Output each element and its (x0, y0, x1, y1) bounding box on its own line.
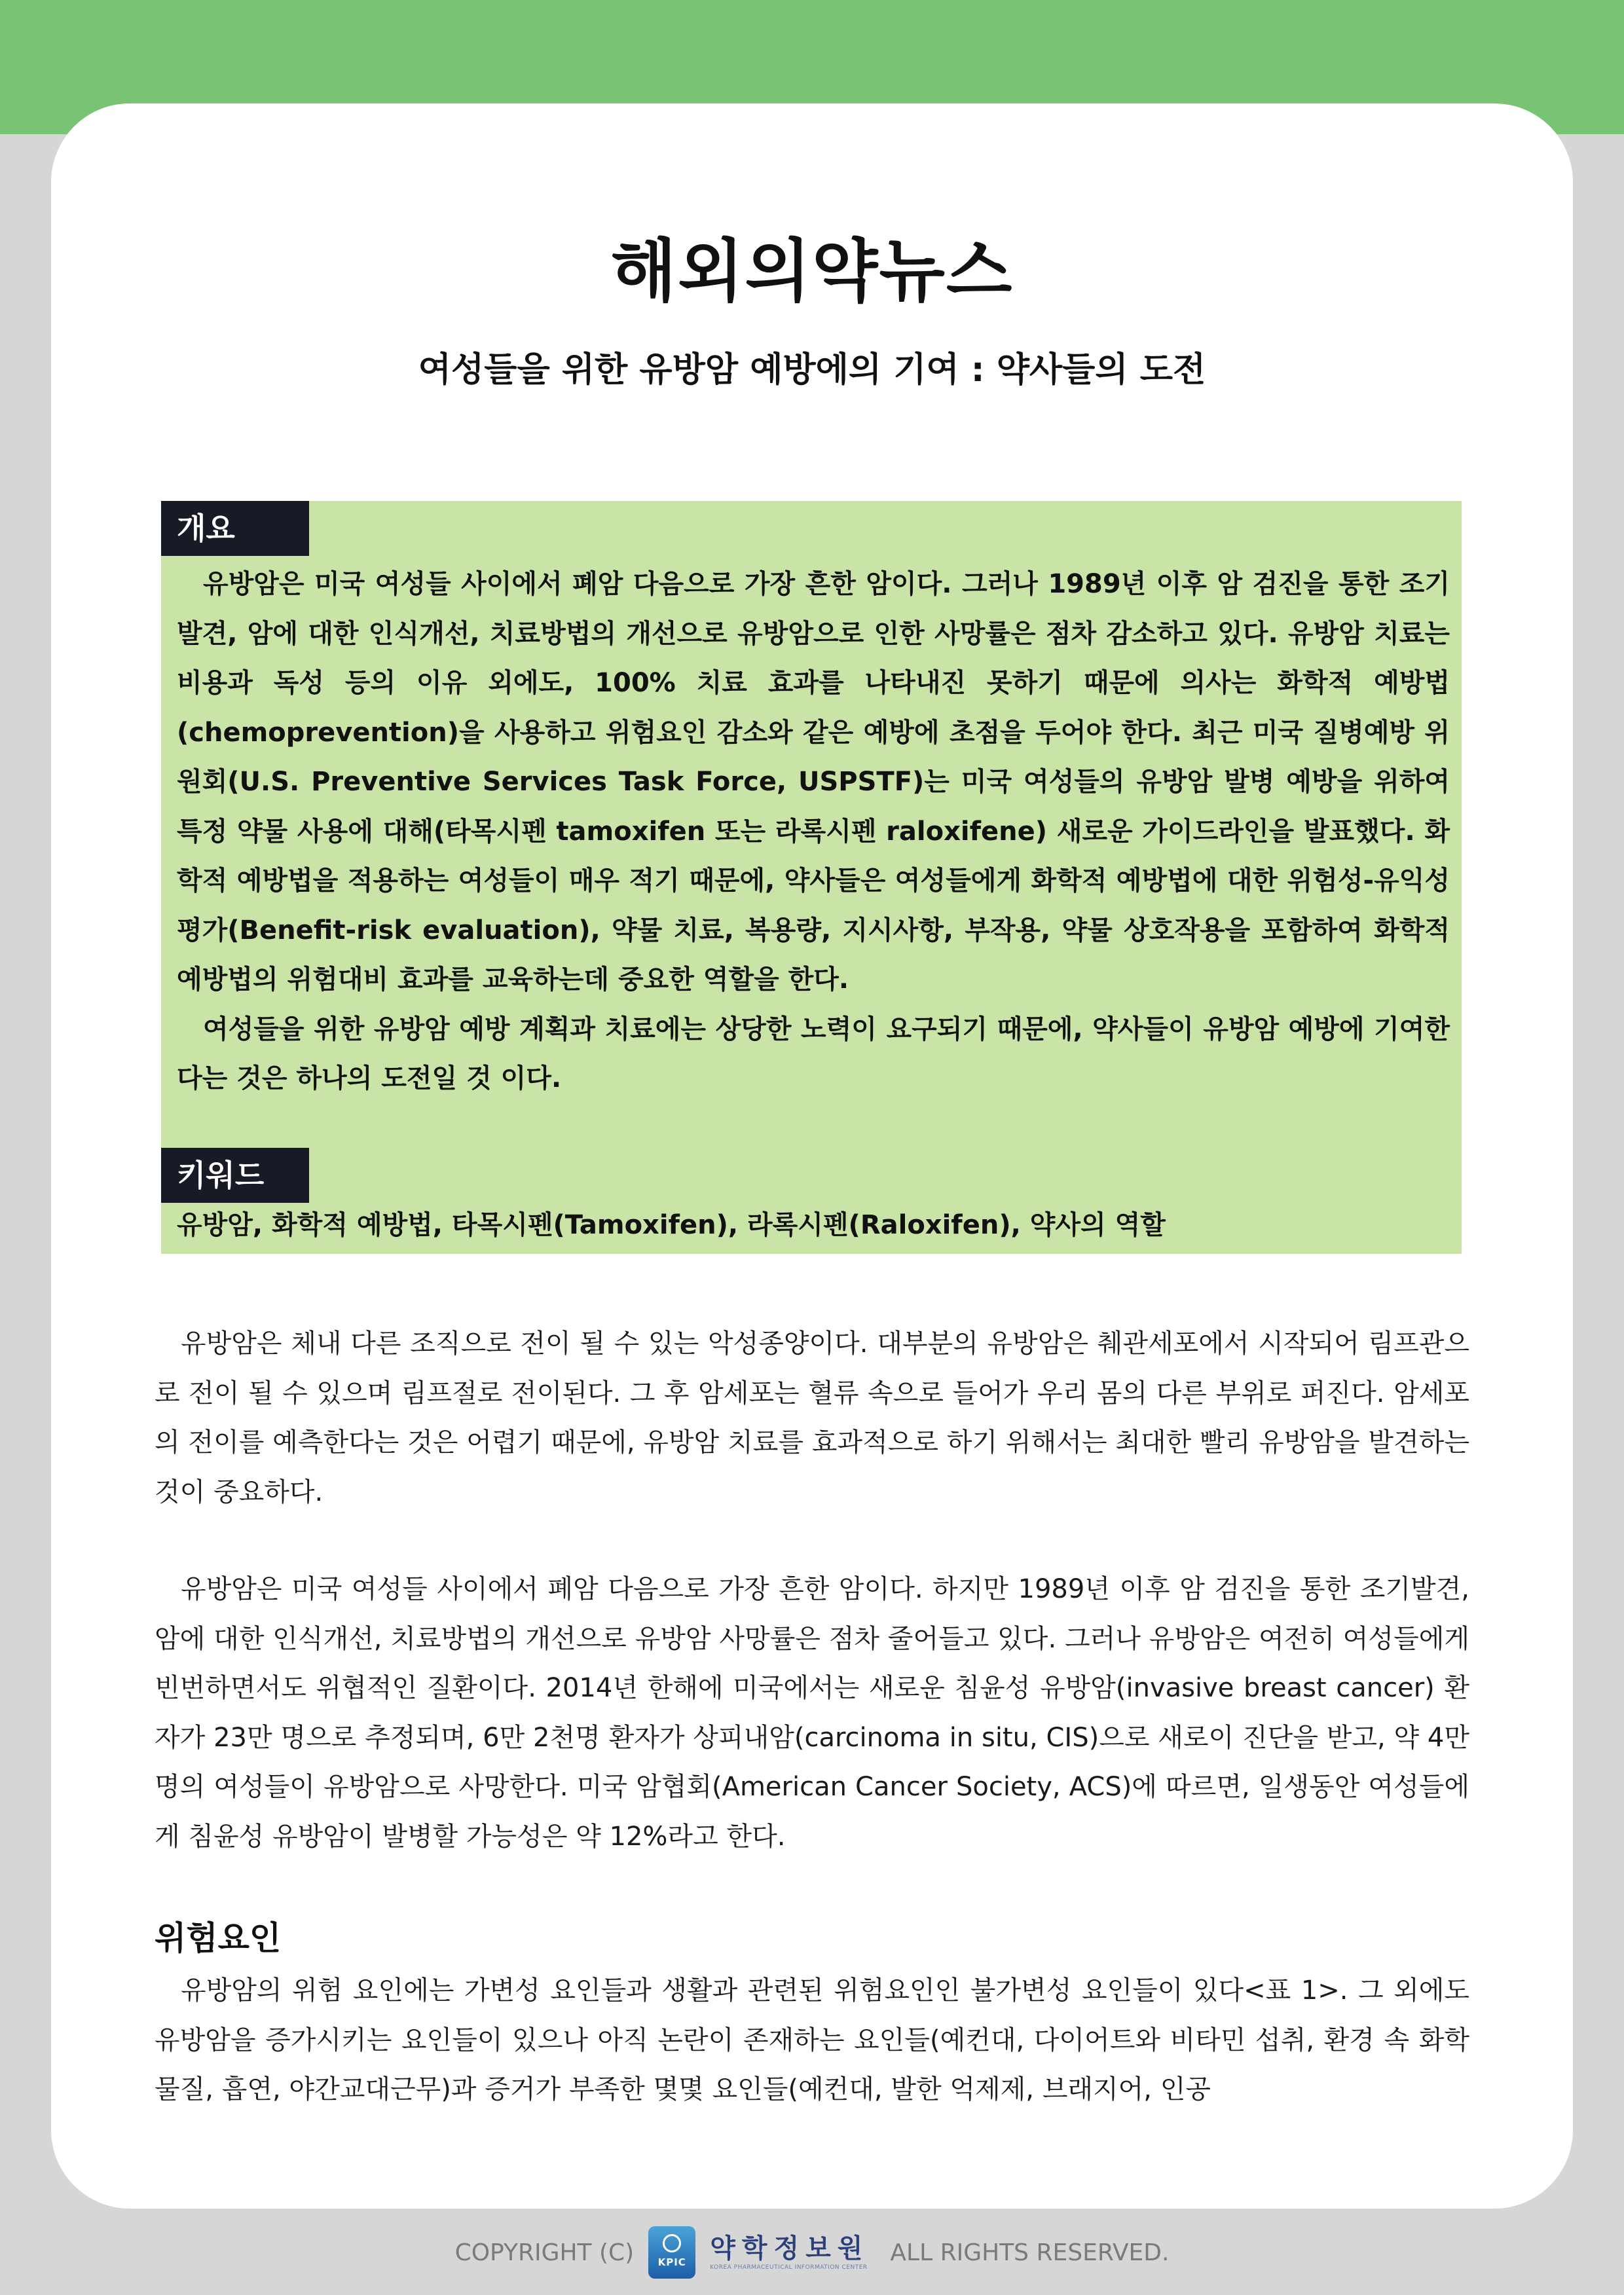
overview-paragraph-1: 유방암은 미국 여성들 사이에서 폐암 다음으로 가장 흔한 암이다. 그러나 1989년 이후 암 검진을 통한 조기발견, 암에 대한 인식개선, 치료방법의 개선으로 유방암으로 인한 사망률은 점차 감소하고 있다. 유방암 치료는 비용과 독성 등의 이유 외에도, 100% 치료 효과를 나타내진 못하기 때문에 의사는 화학적 예방법(chemoprevention)을 사용하고 위험요인 감소와 같은 예방에 초점을 두어야 한다. 최근 미국 질병예방 위원회(U.S. Preventive Services Task Force, USPSTF)는 미국 여성들의 유방암 발병 예방을 위하여 특정 약물 사용에 대해(타목시펜 tamoxifen 또는 라록시펜 raloxifene) 새로운 가이드라인을 발표했다. 화학적 예방법을 적용하는 여성들이 매우 적기 때문에, 약사들은 여성들에게 화학적 예방법에 대한 위험성-유익성 평가(Benefit-risk evaluation), 약물 치료, 복용량, 지시사항, 부작용, 약물 상호작용을 포함하여 화학적 예방법의 위험대비 효과를 교육하는데 중요한 역할을 한다. (177, 569, 1450, 995)
org-name: 약학정보원 (710, 2233, 870, 2264)
keywords-label: 키워드 (161, 1148, 309, 1203)
body-paragraph-2: 유방암은 미국 여성들 사이에서 폐암 다음으로 가장 흔한 암이다. 하지만 1989년 이후 암 검진을 통한 조기발견, 암에 대한 인식개선, 치료방법의 개선으로 유방암 사망률은 점차 줄어들고 있다. 그러나 유방암은 여전히 여성들에게 빈번하면서도 위협적인 질환이다. 2014년 한해에 미국에서는 새로운 침윤성 유방암(invasive breast cancer) 환자가 23만 명으로 추정되며, 6만 2천명 환자가 상피내암(carcinoma in situ, CIS)으로 새로이 진단을 받고, 약 4만 명의 여성들이 유방암으로 사망한다. 미국 암협회(American Cancer Society, ACS)에 따르면, 일생동안 여성들에게 침윤성 유방암이 발병할 가능성은 약 12%라고 한다. (155, 1574, 1469, 1852)
rights-text: ALL RIGHTS RESERVED. (890, 2239, 1170, 2266)
body-paragraph-1: 유방암은 체내 다른 조직으로 전이 될 수 있는 악성종양이다. 대부분의 유방암은 췌관세포에서 시작되어 림프관으로 전이 될 수 있으며 림프절로 전이된다. 그 후 암세포는 혈류 속으로 들어가 우리 몸의 다른 부위로 퍼진다. 암세포의 전이를 예측한다는 것은 어렵기 때문에, 유방암 치료를 효과적으로 하기 위해서는 최대한 빨리 유방암을 발견하는 것이 중요하다. (155, 1329, 1469, 1507)
kpic-logo-icon (648, 2226, 695, 2279)
keywords-text: 유방암, 화학적 예방법, 타목시펜(Tamoxifen), 라록시펜(Raloxifen), 약사의 역할 (177, 1210, 1166, 1240)
overview-text (177, 560, 1450, 1104)
logo-emblem-icon (663, 2234, 681, 2252)
overview-label: 개요 (161, 501, 309, 556)
overview-paragraph-2: 여성들을 위한 유방암 예방 계획과 치료에는 상당한 노력이 요구되기 때문에, 약사들이 유방암 예방에 기여한다는 것은 하나의 도전일 것 이다. (177, 1014, 1450, 1093)
org-subtitle: KOREA PHARMACEUTICAL INFORMATION CENTER (710, 2264, 868, 2271)
page-title: 해외의약뉴스 (610, 231, 1014, 311)
org-block (710, 2233, 869, 2271)
logo-text: KPIC (657, 2256, 686, 2268)
summary-box (161, 501, 1462, 1254)
copyright-text: COPYRIGHT (C) (454, 2239, 635, 2266)
footer (0, 2226, 1624, 2279)
body-paragraph-3: 유방암의 위험 요인에는 가변성 요인들과 생활과 관련된 위험요인인 불가변성 요인들이 있다<표 1>. 그 외에도 유방암을 증가시키는 요인들이 있으나 아직 논란이 존재하는 요인들(예컨대, 다이어트와 비타민 섭취, 환경 속 화학물질, 흡연, 야간교대근무)과 증거가 부족한 몇몇 요인들(예컨대, 발한 억제제, 브래지어, 인공 (155, 1975, 1469, 2104)
article-subtitle: 여성들을 위한 유방암 예방에의 기여 : 약사들의 도전 (418, 350, 1206, 390)
section-heading-risk-factors: 위험요인 (155, 1919, 282, 1957)
